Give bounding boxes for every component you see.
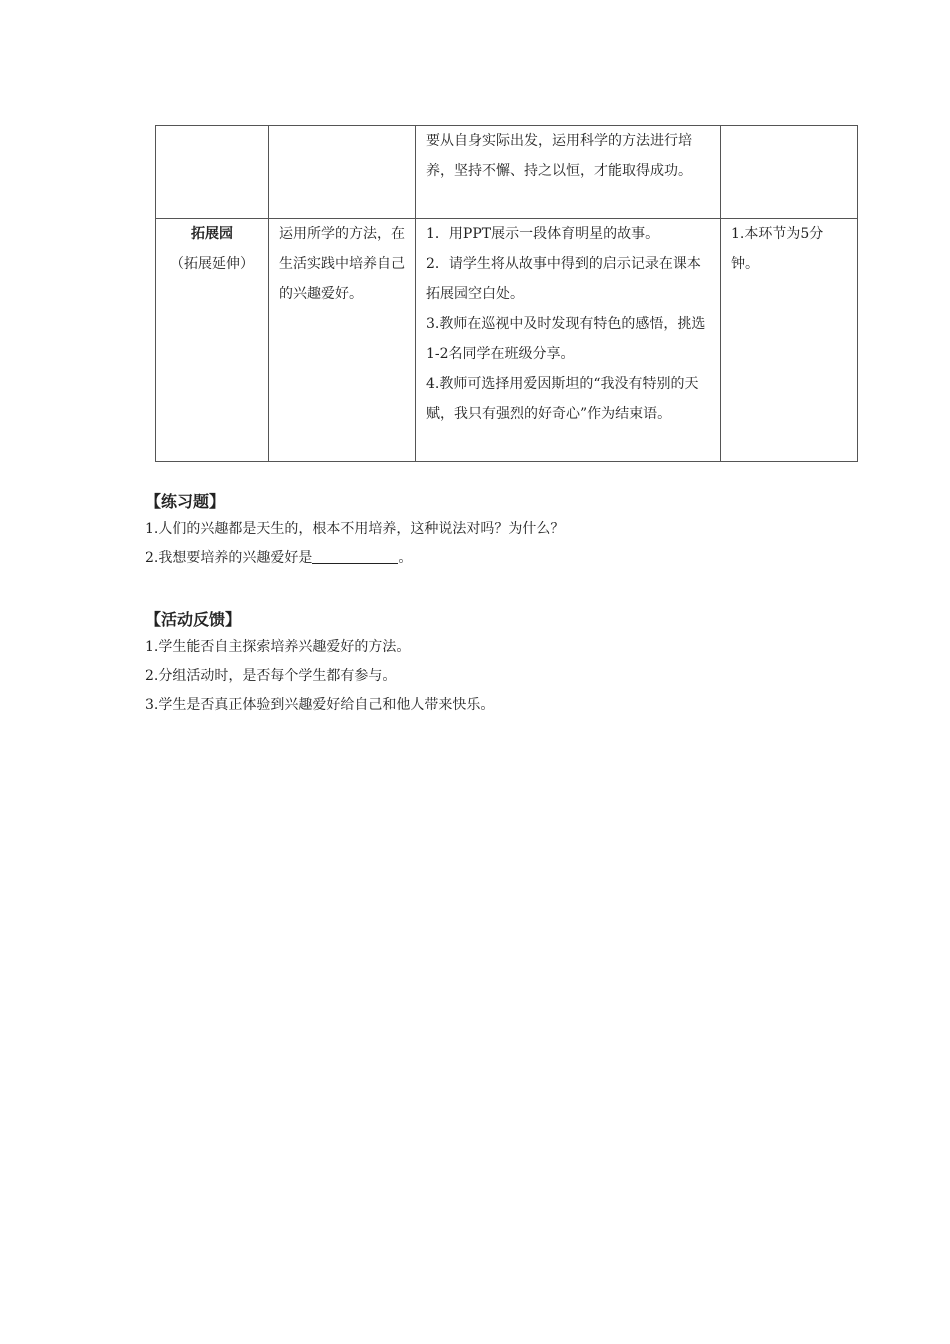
feedback-item: 2.分组活动时，是否每个学生都有参与。 <box>145 668 397 684</box>
feedback-section <box>145 607 845 720</box>
note-cell <box>721 126 858 219</box>
feedback-item: 1.学生能否自主探索培养兴趣爱好的方法。 <box>145 639 411 655</box>
activity-step: 4.教师可选择用爱因斯坦的“我没有特别的天赋，我只有强烈的好奇心”作为结束语。 <box>426 376 699 422</box>
lesson-plan-table <box>155 125 858 462</box>
note-cell <box>721 219 858 462</box>
goal-cell <box>269 219 416 462</box>
stage-cell <box>156 126 269 219</box>
exercise-question: 1.人们的兴趣都是天生的，根本不用培养，这种说法对吗？为什么？ <box>145 521 565 537</box>
exercises-section <box>145 489 845 573</box>
table-row <box>156 126 858 219</box>
activity-cell <box>416 219 721 462</box>
activity-step: 2．请学生将从故事中得到的启示记录在课本拓展园空白处。 <box>426 256 701 302</box>
goal-text: 运用所学的方法，在生活实践中培养自己的兴趣爱好。 <box>279 226 405 302</box>
stage-cell <box>156 219 269 462</box>
stage-subtitle: （拓展延伸） <box>170 256 254 272</box>
exercise-question-suffix: 。 <box>398 550 413 566</box>
goal-cell <box>269 126 416 219</box>
feedback-heading: 【活动反馈】 <box>145 610 242 629</box>
feedback-item: 3.学生是否真正体验到兴趣爱好给自己和他人带来快乐。 <box>145 697 495 713</box>
exercises-heading: 【练习题】 <box>145 492 226 511</box>
answer-blank[interactable] <box>312 547 398 564</box>
activity-cell <box>416 126 721 219</box>
table-row <box>156 219 858 462</box>
note-text: 1.本环节为5分钟。 <box>731 226 824 272</box>
stage-title: 拓展园 <box>191 226 233 242</box>
exercise-question <box>145 544 845 573</box>
activity-step: 3.教师在巡视中及时发现有特色的感悟，挑选1-2名同学在班级分享。 <box>426 316 706 362</box>
exercise-question-prefix: 2.我想要培养的兴趣爱好是 <box>145 550 313 566</box>
activity-text: 要从自身实际出发，运用科学的方法进行培养，坚持不懈、持之以恒，才能取得成功。 <box>426 133 692 179</box>
activity-step: 1．用PPT展示一段体育明星的故事。 <box>426 226 660 242</box>
